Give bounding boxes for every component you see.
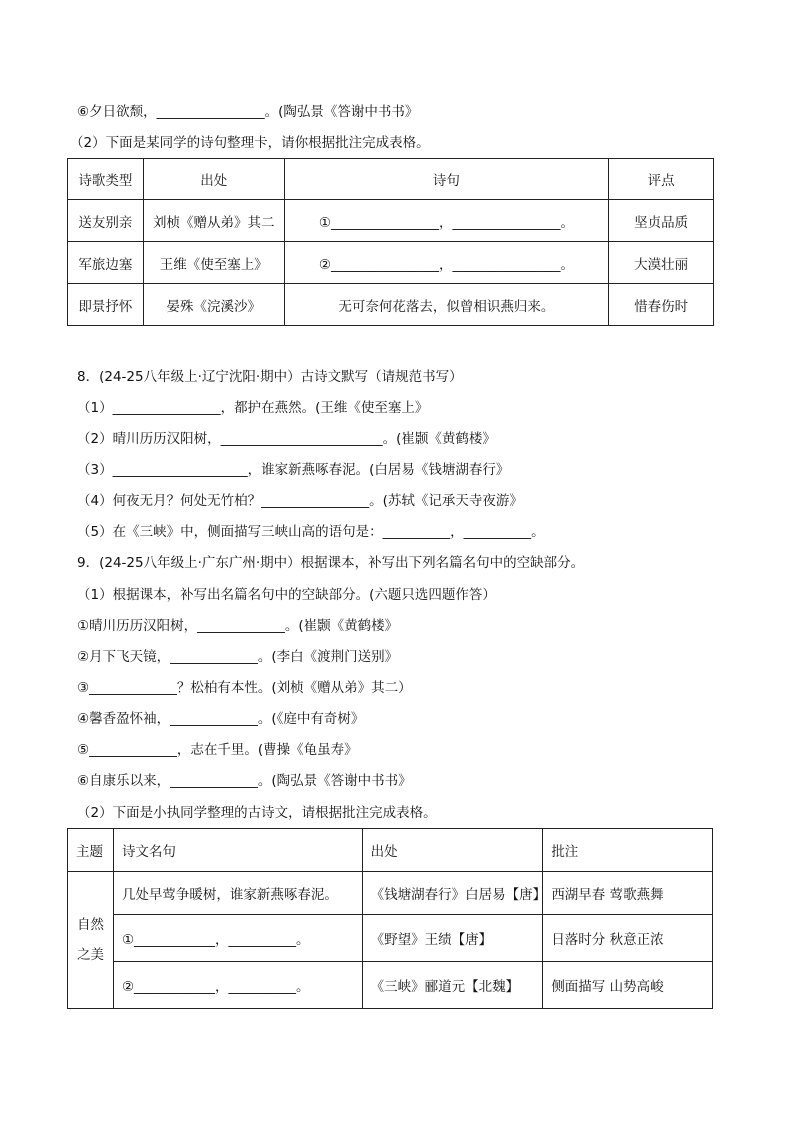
table-row <box>68 242 714 284</box>
question-9-part-2: （2）下面是小执同学整理的古诗文，请根据批注完成表格。 <box>77 805 437 821</box>
table-cell: 《野望》王绩【唐】 <box>362 915 543 962</box>
table-cell: 晏殊《浣溪沙》 <box>143 284 284 326</box>
poem-card-table <box>67 158 714 326</box>
question-8-item-2: （2）晴川历历汉阳树，________________________。(崔颢《黄鹤楼》 <box>77 431 496 447</box>
table-row <box>68 284 714 326</box>
question-9-item-a: ①晴川历历汉阳树，_____________。(崔颢《黄鹤楼》 <box>77 618 399 634</box>
question-8-item-3: （3）____________________，谁家新燕啄春泥。(白居易《钱塘湖春行》 <box>77 462 510 478</box>
header-cell: 出处 <box>143 159 284 200</box>
fill-blank-cell[interactable]: ②________________，________________。 <box>284 242 609 284</box>
table-row <box>68 872 713 915</box>
theme-cell <box>68 872 114 1009</box>
table-cell: 几处早莺争暖树，谁家新燕啄春泥。 <box>113 872 362 915</box>
header-cell: 诗句 <box>284 159 609 200</box>
header-cell: 出处 <box>362 829 543 872</box>
table-cell: 西湖早春 莺歌燕舞 <box>543 872 713 915</box>
text-line-2: （2）下面是某同学的诗句整理卡，请你根据批注完成表格。 <box>70 135 430 151</box>
table-row <box>68 962 713 1009</box>
table-cell: 惜春伤时 <box>609 284 714 326</box>
theme-line: 自然 <box>76 917 104 933</box>
header-cell: 诗文名句 <box>113 829 362 872</box>
question-9-item-b: ②月下飞天镜，_____________。(李白《渡荆门送别》 <box>77 649 399 665</box>
question-9-item-d: ④馨香盈怀袖，_____________。(《庭中有奇树》 <box>77 711 365 727</box>
header-cell: 诗歌类型 <box>68 159 144 200</box>
question-8-item-4: （4）何夜无月？何处无竹柏？________________。(苏轼《记承天寺夜游》 <box>77 493 523 509</box>
classical-text-table <box>67 828 713 1009</box>
table-cell: 坚贞品质 <box>609 200 714 242</box>
question-8-item-5: （5）在《三峡》中，侧面描写三峡山高的语句是：__________，__________。 <box>77 524 545 540</box>
text-line-1: ⑥夕日欲颓，________________。(陶弘景《答谢中书书》 <box>77 104 419 120</box>
question-9-item-f: ⑥自康乐以来，_____________。(陶弘景《答谢中书书》 <box>77 773 412 789</box>
table-cell: 军旅边塞 <box>68 242 144 284</box>
question-8-title: 8．(24-25八年级上·辽宁沈阳·期中）古诗文默写（请规范书写） <box>77 369 463 385</box>
question-9-item-c: ③_____________？松柏有本性。(刘桢《赠从弟》其二） <box>77 680 412 696</box>
header-cell: 评点 <box>609 159 714 200</box>
header-cell: 批注 <box>543 829 713 872</box>
question-9-part-1: （1）根据课本，补写出名篇名句中的空缺部分。(六题只选四题作答） <box>77 587 496 603</box>
question-9-item-e: ⑤_____________，志在千里。(曹操《龟虽寿》 <box>77 742 358 758</box>
table-row <box>68 200 714 242</box>
table-cell: 大漠壮丽 <box>609 242 714 284</box>
fill-blank-cell[interactable]: ①________________，________________。 <box>284 200 609 242</box>
question-9-title: 9．(24-25八年级上·广东广州·期中）根据课本，补写出下列名篇名句中的空缺部分。 <box>77 555 585 571</box>
header-cell: 主题 <box>68 829 114 872</box>
table-cell: 送友别亲 <box>68 200 144 242</box>
question-8-item-1: （1）________________，都护在燕然。(王维《使至塞上》 <box>77 400 429 416</box>
table-cell: 刘桢《赠从弟》其二 <box>143 200 284 242</box>
table-cell: 侧面描写 山势高峻 <box>543 962 713 1009</box>
table-cell: 《钱塘湖春行》白居易【唐】 <box>362 872 543 915</box>
theme-line: 之美 <box>76 947 104 963</box>
table-cell: 即景抒怀 <box>68 284 144 326</box>
fill-blank-cell[interactable]: ②____________，__________。 <box>113 962 362 1009</box>
table-cell: 日落时分 秋意正浓 <box>543 915 713 962</box>
table-cell: 无可奈何花落去，似曾相识燕归来。 <box>284 284 609 326</box>
table-row <box>68 915 713 962</box>
table-cell: 《三峡》郦道元【北魏】 <box>362 962 543 1009</box>
fill-blank-cell[interactable]: ①____________，__________。 <box>113 915 362 962</box>
table-cell: 王维《使至塞上》 <box>143 242 284 284</box>
